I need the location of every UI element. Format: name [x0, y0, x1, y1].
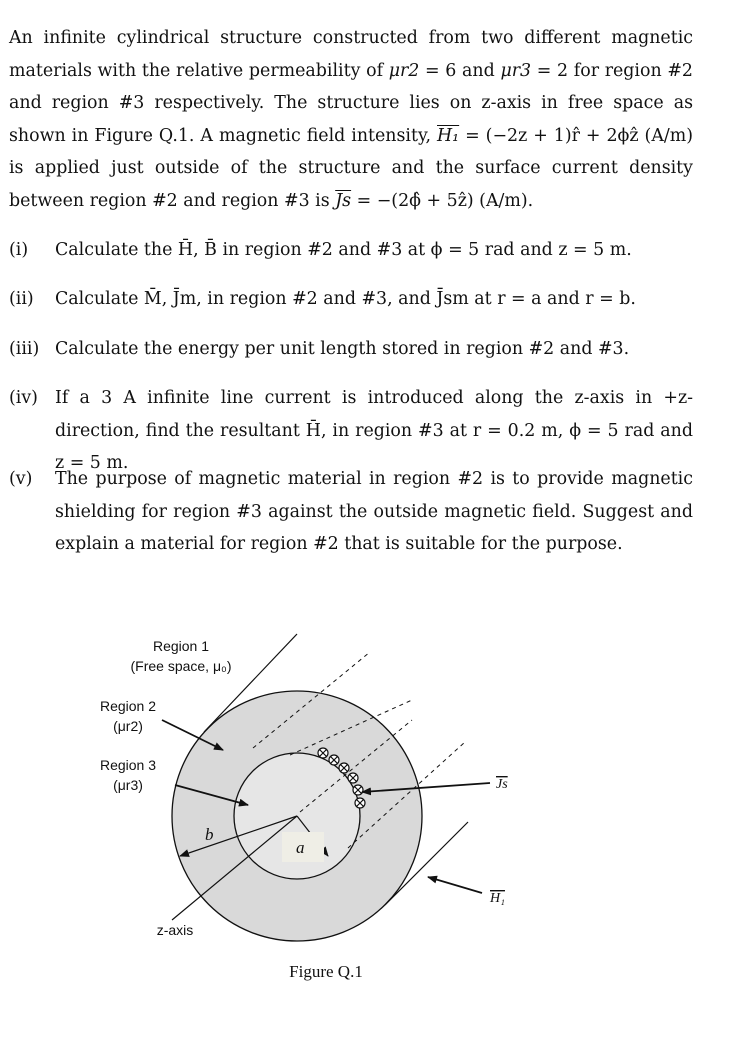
intro-text-4: = (−2z + 1)r̂ + 2ϕẑ (A/m) is applied just outside of the structure and the surface current density between region #2 and region #3 is: [9, 125, 694, 211]
question-text: If a 3 A infinite line current is introduced along the z-axis in +z-direction, find the resultant H̄, in region #3 at r = 0.2 m, ϕ = 5 rad and z = 5 m.: [55, 388, 693, 474]
question-number: (v): [9, 469, 33, 489]
h1-pointer-arrow: [428, 877, 482, 893]
question-text: Calculate the H̄, B̄ in region #2 and #3 at ϕ = 5 rad and z = 5 m.: [55, 240, 632, 260]
question-text: The purpose of magnetic material in region #2 is to provide magnetic shielding for region #3 against the outside magnetic field. Suggest and explain a material for region #2 that is suitable for the purpose.: [55, 469, 693, 555]
intro-text-5: = −(2ϕ̂ + 5ẑ) (A/m).: [351, 190, 534, 211]
question-text: Calculate M̄, J̄m, in region #2 and #3, and J̄sm at r = a and r = b.: [55, 289, 636, 309]
h1-symbol: H₁: [437, 125, 460, 146]
region3-sublabel: (μr3): [113, 777, 143, 793]
question-i: [9, 234, 693, 267]
region2-sublabel: (μr2): [113, 718, 143, 734]
radius-b-label: b: [205, 825, 214, 844]
question-number: (i): [9, 240, 29, 260]
js-label: Js: [496, 777, 508, 792]
intro-text-2: = 6 and: [419, 60, 501, 81]
question-number: (iii): [9, 339, 40, 359]
figure-caption: Figure Q.1: [289, 962, 363, 981]
region3-label: Region 3: [99, 757, 157, 773]
z-axis-label: z-axis: [156, 922, 194, 938]
mu-r2-symbol: μr2: [388, 60, 420, 81]
problem-statement: [9, 22, 693, 218]
figure-q1: [0, 610, 729, 1030]
intro-text-3: = 2 for region #2 and region #3 respectively. The structure lies on z-axis in free space as shown in Figure Q.1. A magnetic field intensity,: [9, 60, 693, 146]
mu-r3-symbol: μr3: [500, 60, 532, 81]
radius-a-label: a: [296, 838, 305, 857]
question-iii: [9, 333, 693, 366]
question-number: (ii): [9, 289, 34, 309]
region1-sublabel: (Free space, μ₀): [130, 658, 232, 674]
region1-label: Region 1: [152, 638, 210, 654]
js-symbol: $\overline{Js}$: [335, 190, 352, 211]
question-v: [9, 463, 693, 561]
question-number: (iv): [9, 388, 38, 408]
question-ii: [9, 283, 693, 316]
h1-label: H₁: [490, 891, 505, 906]
intro-text-1: An infinite cylindrical structure constructed from two different magnetic materials with the relative permeability of: [9, 28, 693, 81]
question-text: Calculate the energy per unit length stored in region #2 and #3.: [55, 339, 630, 359]
region2-label: Region 2: [99, 698, 157, 714]
